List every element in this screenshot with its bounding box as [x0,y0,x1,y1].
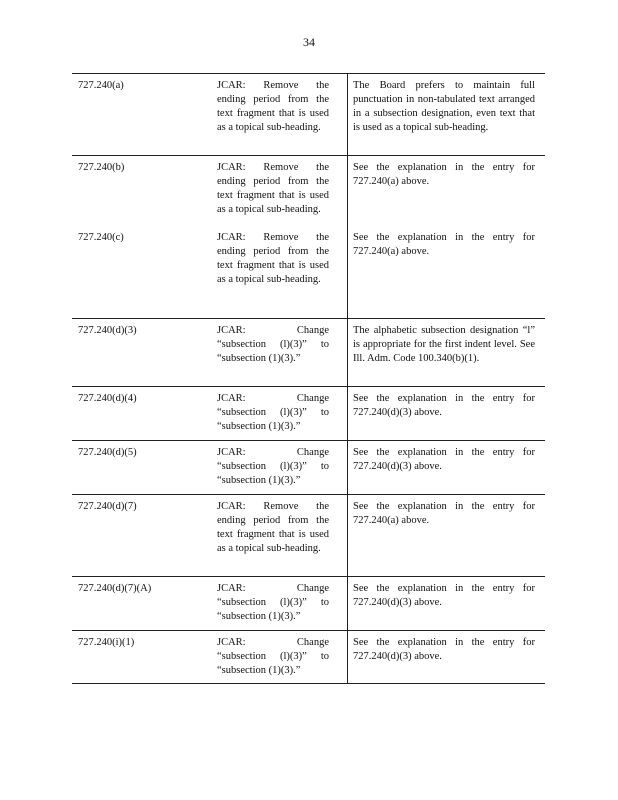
section-cell: 727.240(d)(7) [78,501,137,512]
change-cell [217,631,347,683]
table-row [72,631,545,684]
explanation-cell: See the explanation in the entry for 727.240(d)(3) above. [347,577,545,630]
explanation-cell: See the explanation in the entry for 727.240(d)(3) above. [347,631,545,683]
change-text: JCAR: Change “subsection (l)(3)” to “subsection (1)(3).” [217,447,329,486]
section-cell: 727.240(a) [78,80,124,91]
section-cell: 727.240(d)(7)(A) [78,583,152,594]
page-number: 34 [303,35,315,49]
explanation-cell: See the explanation in the entry for 727.240(d)(3) above. [347,387,545,440]
change-text: JCAR: Change “subsection (l)(3)” to “subsection (1)(3).” [217,583,329,622]
explanation-cell: See the explanation in the entry for 727.240(a) above. [347,495,545,576]
comments-table [72,73,545,684]
change-cell [217,74,347,155]
section-cell [72,156,217,318]
section-text: 727.240(c) [78,232,124,243]
change-text: JCAR: Change “subsection (l)(3)” to “subsection (1)(3).” [217,637,329,676]
change-cell [217,319,347,386]
change-text: JCAR: Remove the ending period from the text fragment that is used as a topical sub-heading. [217,162,329,215]
change-text: JCAR: Remove the ending period from the text fragment that is used as a topical sub-heading. [217,232,329,285]
table-row [72,387,545,441]
explanation-cell: The alphabetic subsection designation “l” is appropriate for the first indent level. See Ill. Adm. Code 100.340(b)(1). [347,319,545,386]
table-row [72,495,545,577]
section-cell: 727.240(i)(1) [78,637,135,648]
change-text: JCAR: Remove the ending period from the text fragment that is used as a topical sub-heading. [217,80,329,133]
section-cell: 727.240(d)(3) [78,325,137,336]
section-cell: 727.240(d)(5) [78,447,137,458]
change-text: JCAR: Change “subsection (l)(3)” to “subsection (1)(3).” [217,325,329,364]
change-cell [217,495,347,576]
table-row [72,577,545,631]
change-cell [217,156,347,318]
change-cell [217,577,347,630]
change-cell [217,441,347,494]
change-text: JCAR: Remove the ending period from the text fragment that is used as a topical sub-heading. [217,501,329,554]
explanation-text: See the explanation in the entry for 727.240(a) above. [353,232,535,257]
table-row [72,74,545,156]
explanation-cell: See the explanation in the entry for 727.240(d)(3) above. [347,441,545,494]
table-row [72,156,545,319]
section-text: 727.240(b) [78,162,125,173]
explanation-cell [347,156,545,318]
section-cell: 727.240(d)(4) [78,393,137,404]
explanation-cell: The Board prefers to maintain full punctuation in non-tabulated text arranged in a subsection designation, even text that is used as a topical sub-heading. [347,74,545,155]
explanation-text: See the explanation in the entry for 727.240(a) above. [353,162,535,187]
change-text: JCAR: Change “subsection (l)(3)” to “subsection (1)(3).” [217,393,329,432]
change-cell [217,387,347,440]
table-row [72,319,545,387]
table-row [72,441,545,495]
